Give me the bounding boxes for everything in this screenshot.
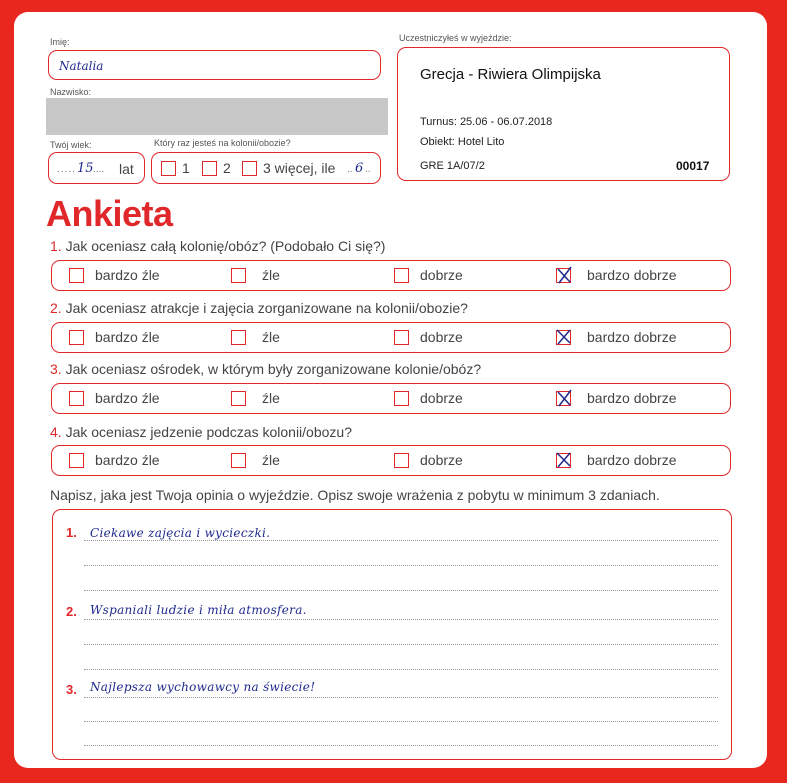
answer-3-text: Najlepsza wychowawcy na świecie! <box>90 680 316 694</box>
question-4-text <box>50 424 352 440</box>
question-3-option-3: dobrze <box>420 390 463 406</box>
times-label: Który raz jesteś na kolonii/obozie? <box>154 138 291 148</box>
surname-redacted <box>46 98 388 135</box>
question-4-option-1: bardzo źle <box>95 452 160 468</box>
age-dots-2: .... <box>93 164 105 175</box>
writing-line <box>84 697 718 698</box>
trip-code: GRE 1A/07/2 <box>420 160 485 172</box>
question-2-checkbox-3[interactable] <box>394 330 409 345</box>
writing-line <box>84 619 718 620</box>
question-1-number: 1. <box>50 238 62 254</box>
question-4-option-2: źle <box>262 452 280 468</box>
question-1-checkbox-4[interactable] <box>556 268 571 283</box>
survey-title: Ankieta <box>46 193 173 234</box>
times-field[interactable] <box>151 152 381 184</box>
question-3-checkbox-4[interactable] <box>556 391 571 406</box>
trip-number: 00017 <box>676 159 710 173</box>
check-mark-icon <box>554 265 574 285</box>
times-checkbox-2[interactable] <box>202 161 217 176</box>
question-4-checkbox-4[interactable] <box>556 453 571 468</box>
age-unit: lat <box>119 161 134 177</box>
question-4-checkbox-3[interactable] <box>394 453 409 468</box>
question-1-checkbox-3[interactable] <box>394 268 409 283</box>
question-3-checkbox-1[interactable] <box>69 391 84 406</box>
question-2-checkbox-4[interactable] <box>556 330 571 345</box>
question-3-number: 3. <box>50 361 62 377</box>
question-3-option-2: źle <box>262 390 280 406</box>
writing-line <box>84 745 718 746</box>
question-2-text <box>50 300 468 316</box>
question-3-checkbox-3[interactable] <box>394 391 409 406</box>
times-option-3: 3 więcej, ile <box>263 160 336 176</box>
question-4-checkbox-2[interactable] <box>231 453 246 468</box>
question-3-text <box>50 361 481 377</box>
check-mark-icon <box>554 388 574 408</box>
question-2-option-2: źle <box>262 329 280 345</box>
question-2-option-1: bardzo źle <box>95 329 160 345</box>
question-1-option-2: źle <box>262 267 280 283</box>
question-3-option-4: bardzo dobrze <box>587 390 677 406</box>
question-2-number: 2. <box>50 300 62 316</box>
trip-turnus: Turnus: 25.06 - 06.07.2018 <box>420 116 553 128</box>
answer-2-number: 2. <box>66 604 77 619</box>
question-2-option-4: bardzo dobrze <box>587 329 677 345</box>
age-field[interactable] <box>48 152 145 184</box>
trip-label: Uczestniczyłeś w wyjeździe: <box>399 33 512 43</box>
writing-line <box>84 540 718 541</box>
question-1-checkbox-2[interactable] <box>231 268 246 283</box>
times-value: 6 <box>355 161 364 176</box>
check-mark-icon <box>554 327 574 347</box>
times-dots-2: .. <box>365 164 371 175</box>
name-label: Imię: <box>50 37 70 47</box>
name-value: Natalia <box>59 59 104 73</box>
times-dots: .. <box>347 164 353 175</box>
trip-title: Grecja - Riwiera Olimpijska <box>420 66 601 83</box>
question-3-option-1: bardzo źle <box>95 390 160 406</box>
question-4-number: 4. <box>50 424 62 440</box>
question-2-checkbox-2[interactable] <box>231 330 246 345</box>
opinion-box[interactable] <box>52 509 732 760</box>
question-1-label: Jak oceniasz całą kolonię/obóz? (Podobało Ci się?) <box>65 238 386 254</box>
times-option-2: 2 <box>223 160 231 176</box>
age-value: 15 <box>77 161 94 176</box>
times-checkbox-3[interactable] <box>242 161 257 176</box>
question-1-option-3: dobrze <box>420 267 463 283</box>
answer-3-number: 3. <box>66 682 77 697</box>
question-2-label: Jak oceniasz atrakcje i zajęcia zorganizowane na kolonii/obozie? <box>65 300 468 316</box>
trip-info-box <box>397 47 730 181</box>
question-2-option-3: dobrze <box>420 329 463 345</box>
writing-line <box>84 669 718 670</box>
question-1-option-1: bardzo źle <box>95 267 160 283</box>
times-checkbox-1[interactable] <box>161 161 176 176</box>
writing-line <box>84 644 718 645</box>
question-4-checkbox-1[interactable] <box>69 453 84 468</box>
question-4-label: Jak oceniasz jedzenie podczas kolonii/obozu? <box>65 424 352 440</box>
opinion-prompt: Napisz, jaka jest Twoja opinia o wyjeździe. Opisz swoje wrażenia z pobytu w minimum 3 zdaniach. <box>50 487 660 503</box>
age-dots: ..... <box>57 164 76 175</box>
question-1-text <box>50 238 385 254</box>
check-mark-icon <box>554 450 574 470</box>
question-4-option-3: dobrze <box>420 452 463 468</box>
answer-1-number: 1. <box>66 525 77 540</box>
writing-line <box>84 565 718 566</box>
name-field[interactable] <box>48 50 381 80</box>
answer-2-text: Wspaniali ludzie i miła atmosfera. <box>90 603 307 617</box>
writing-line <box>84 590 718 591</box>
question-2-checkbox-1[interactable] <box>69 330 84 345</box>
writing-line <box>84 721 718 722</box>
trip-obiekt: Obiekt: Hotel Lito <box>420 136 505 148</box>
question-1-option-4: bardzo dobrze <box>587 267 677 283</box>
question-3-label: Jak oceniasz ośrodek, w którym były zorganizowane kolonie/obóz? <box>65 361 482 377</box>
question-4-option-4: bardzo dobrze <box>587 452 677 468</box>
age-label: Twój wiek: <box>50 140 92 150</box>
question-3-checkbox-2[interactable] <box>231 391 246 406</box>
question-1-checkbox-1[interactable] <box>69 268 84 283</box>
answer-1-text: Ciekawe zajęcia i wycieczki. <box>90 526 271 540</box>
surname-label: Nazwisko: <box>50 87 92 97</box>
times-option-1: 1 <box>182 160 190 176</box>
